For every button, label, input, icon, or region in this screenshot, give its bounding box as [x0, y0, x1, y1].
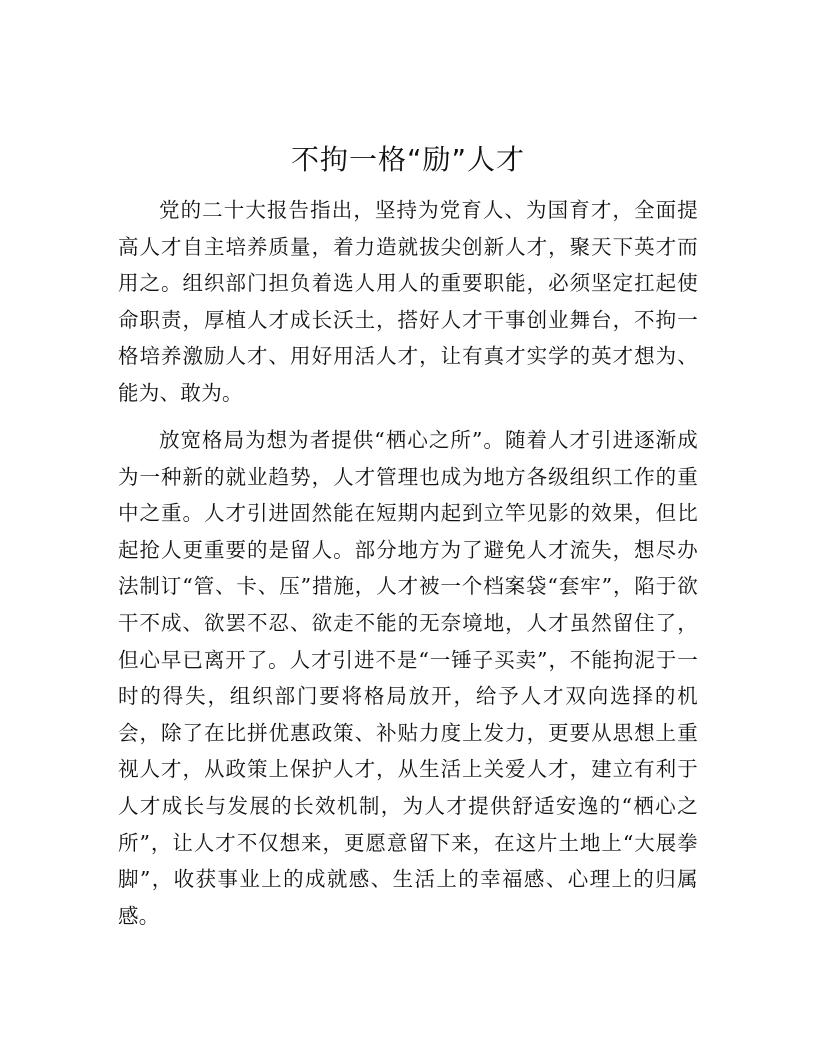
paragraph-2: 放宽格局为想为者提供“栖心之所”。随着人才引进逐渐成为一种新的就业趋势，人才管理也成为地方各级组织工作的重中之重。人才引进固然能在短期内起到立竿见影的效果，但比起抢人更重要的是留人。部分地方为了避免人才流失，想尽办法制订“管、卡、压”措施，人才被一个档案袋“套牢”，陷于欲干不成、欲罢不忍、欲走不能的无奈境地，人才虽然留住了，但心早已离开了。人才引进不是“一锤子买卖”，不能拘泥于一时的得失，组织部门要将格局放开，给予人才双向选择的机会，除了在比拼优惠政策、补贴力度上发力，更要从思想上重视人才，从政策上保护人才，从生活上关爱人才，建立有利于人才成长与发展的长效机制，为人才提供舒适安逸的“栖心之所”，让人才不仅想来，更愿意留下来，在这片土地上“大展拳脚”，收获事业上的成就感、生活上的幸福感、心理上的归属感。 — [118, 428, 698, 928]
document-title: 不拘一格“励”人才 — [290, 143, 525, 176]
paragraph-1: 党的二十大报告指出，坚持为党育人、为国育才，全面提高人才自主培养质量，着力造就拔尖创新人才，聚天下英才而用之。组织部门担负着选人用人的重要职能，必须坚定扛起使命职责，厚植人才成长沃土，搭好人才干事创业舞台，不拘一格培养激励人才、用好用活人才，让有真才实学的英才想为、能为、敢为。 — [118, 198, 698, 405]
